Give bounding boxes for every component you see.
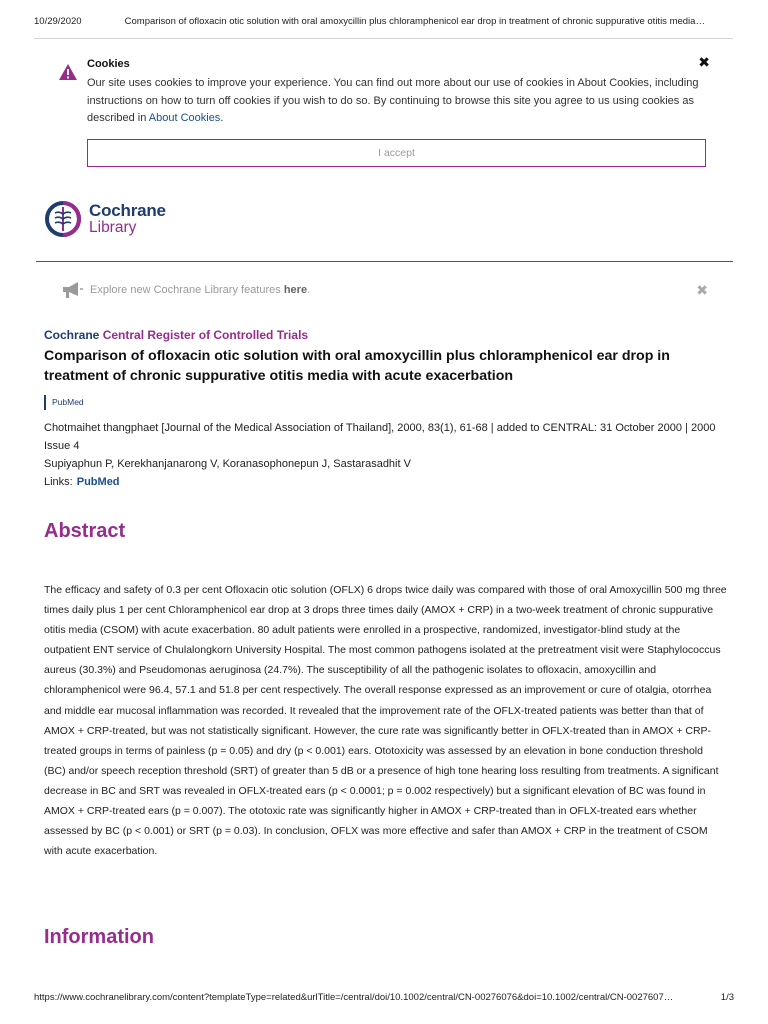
links-row <box>44 473 724 491</box>
cookie-title: Cookies <box>87 58 130 70</box>
print-header <box>34 16 734 27</box>
information-heading: Information <box>44 926 154 948</box>
cookie-text <box>87 75 717 128</box>
links-label: Links: <box>44 476 73 488</box>
cookie-close-icon[interactable]: ✖ <box>698 54 710 70</box>
warning-icon <box>58 63 78 81</box>
about-cookies-link[interactable]: About Cookies <box>148 112 221 124</box>
source-badge: PubMed <box>44 395 84 410</box>
logo-text-cochrane: Cochrane <box>89 201 166 220</box>
header-divider <box>34 38 733 39</box>
accept-cookies-button[interactable]: I accept <box>87 139 706 167</box>
cookie-text-body: Our site uses cookies to improve your experience. You can find out more about our use of cookies in About Cookies, including instructions on how to turn off cookies if you wish to do so. By continuing to browse this site you agree to us using cookies as described in <box>87 77 699 124</box>
print-title: Comparison of ofloxacin otic solution with oral amoxycillin plus chloramphenicol ear drop in treatment of chronic suppurative otitis media… <box>124 16 705 27</box>
page-url: https://www.cochranelibrary.com/content?templateType=related&urlTitle=/central/doi/10.1002/central/CN-00276076&doi=10.1002/central/CN-0027607… <box>34 992 674 1003</box>
article-title: Comparison of ofloxacin otic solution with oral amoxycillin plus chloramphenicol ear drop in treatment of chronic suppurative otitis media with acute exacerbation <box>44 348 670 384</box>
explore-close-icon[interactable]: ✖ <box>696 282 708 298</box>
page-number: 1/3 <box>720 992 734 1003</box>
explore-text-end: . <box>307 284 311 296</box>
cookie-text-end: . <box>220 112 224 124</box>
breadcrumb <box>44 328 308 342</box>
logo-divider <box>36 261 733 262</box>
authors: Supiyaphun P, Kerekhanjanarong V, Koranasophonepun J, Sastarasadhit V <box>44 458 411 470</box>
pubmed-link[interactable]: PubMed <box>76 476 120 488</box>
article-meta <box>44 419 724 491</box>
breadcrumb-cochrane[interactable]: Cochrane <box>44 328 100 342</box>
abstract-text: The efficacy and safety of 0.3 per cent Ofloxacin otic solution (OFLX) 6 drops twice daily was compared with those of oral Amoxycillin 500 mg three times daily plus 1 per cent Chloramphenicol ear drop at 3 drops three times daily (AMOX + CRP) in a two-week treatment of chronic suppurative otitis media (CSOM) with acute exacerbation. 80 adult patients were enrolled in a prospective, randomized, investigator-blind study at the outpatient ENT service of Chulalongkorn University Hospital. The most common pathogens isolated at the pretreatment visit were Staphylococcus aureus (30.3%) and Pseudomonas aeruginosa (24.7%). The susceptibility of all the pathogenic isolates to ofloxacin, amoxycillin and chloramphenicol were 96.4, 57.1 and 51.8 per cent respectively. The overall response expressed as an improvement or cure of otalgia, otorrhea and middle ear mucosal inflammation was recorded. It revealed that the improvement rate of the OFLX-treated patients was better than that of AMOX + CRP-treated, but was not statistically significant. However, the cure rate was significantly better in OFLX-treated than in AMOX + CRP-treated groups in terms of painless (p = 0.05) and dry (p < 0.001) ears. Ototoxicity was assessed by an elevation in bone conduction threshold (BC) and/or speech reception threshold (SRT) of greater than 5 dB or a presence of high tone hearing loss resulting from treatments. A significant decrease in BC and SRT was revealed in OFLX-treated ears (p < 0.0001; p = 0.002 respectively) but a significant elevation of BC was found in AMOX + CRP-treated ears (p = 0.007). The ototoxic rate was significantly higher in AMOX + CRP-treated than in OFLX-treated ears whether assessed by BC (p < 0.001) or SRT (p = 0.03). In conclusion, OFLX was more effective and safer than AMOX + CRP in the treatment of CSOM with acute exacerbation. <box>44 584 727 858</box>
print-date: 10/29/2020 <box>34 16 82 27</box>
print-footer <box>34 992 734 1003</box>
abstract-heading: Abstract <box>44 520 126 542</box>
logo-text-library: Library <box>89 219 137 236</box>
megaphone-icon <box>60 280 84 300</box>
cochrane-library-logo[interactable] <box>44 198 184 240</box>
breadcrumb-central-register[interactable]: Central Register of Controlled Trials <box>102 328 309 342</box>
citation: Chotmaihet thangphaet [Journal of the Medical Association of Thailand], 2000, 83(1), 61-68 | added to CENTRAL: 31 October 2000 | 2000 Issue 4 <box>44 422 716 452</box>
explore-here-link[interactable]: here <box>283 284 308 296</box>
explore-features-bar <box>60 280 710 302</box>
explore-text-body: Explore new Cochrane Library features <box>90 284 284 296</box>
cochrane-logo-icon <box>44 198 82 240</box>
explore-text <box>90 284 310 296</box>
